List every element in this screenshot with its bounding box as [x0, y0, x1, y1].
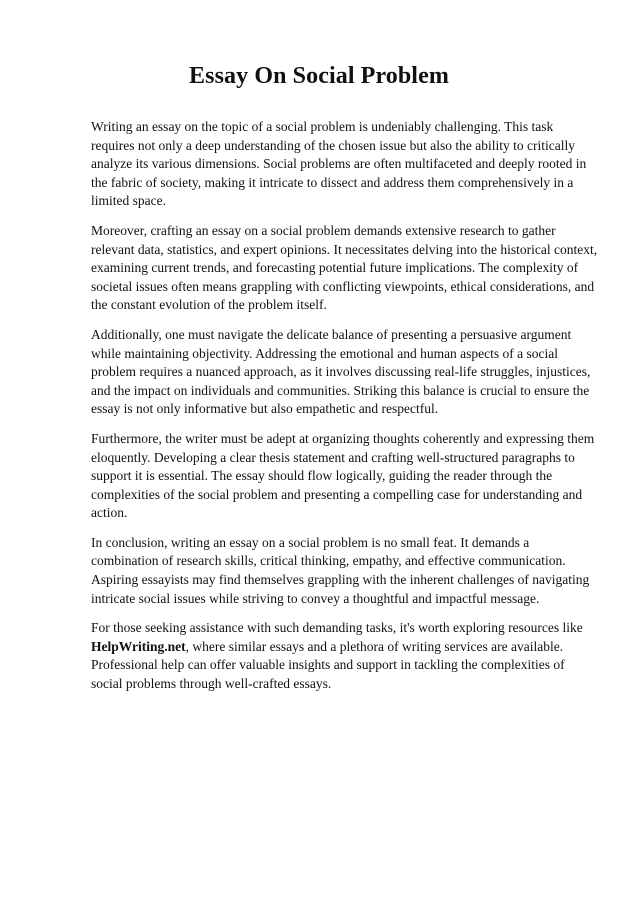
- closing-text-before: For those seeking assistance with such demanding tasks, it's worth exploring resources like: [91, 620, 583, 636]
- paragraph-closing: [91, 619, 598, 693]
- closing-text-after: , where similar essays and a plethora of writing services are available. Professional help can offer valuable insights and support in tackling the complexities of social problems through well-crafted essays.: [91, 638, 565, 692]
- paragraph-research: Moreover, crafting an essay on a social problem demands extensive research to gather relevant data, statistics, and expert opinions. It necessitates delving into the historical context, examining current trends, and forecasting potential future implications. The complexity of societal issues often means grappling with conflicting viewpoints, ethical considerations, and the constant evolution of the problem itself.: [91, 222, 598, 313]
- paragraph-intro: Writing an essay on the topic of a social problem is undeniably challenging. This task requires not only a deep understanding of the chosen issue but also the ability to critically analyze its various dimensions. Social problems are often multifaceted and deeply rooted in the fabric of society, making it intricate to dissect and address them comprehensively in a limited space.: [91, 119, 587, 209]
- brand-name: HelpWriting.net: [91, 638, 186, 654]
- paragraph-organization: Furthermore, the writer must be adept at organizing thoughts coherently and expressing them eloquently. Developing a clear thesis statement and crafting well-structured paragraphs to support it is essential. The essay should flow logically, guiding the reader through the complexities of the social problem and presenting a compelling case for understanding and action.: [91, 430, 595, 521]
- document-title: Essay On Social Problem: [189, 63, 449, 89]
- paragraph-balance: Additionally, one must navigate the delicate balance of presenting a persuasive argument while maintaining objectivity. Addressing the emotional and human aspects of a social problem requires a nuanced approach, as it involves discussing real-life struggles, injustices, and the impact on individuals and communities. Striking this balance is crucial to ensure the essay is not only informative but also empathetic and respectful.: [91, 326, 591, 417]
- paragraph-conclusion: In conclusion, writing an essay on a social problem is no small feat. It demands a combination of research skills, critical thinking, empathy, and effective communication. Aspiring essayists may find themselves grappling with the inherent challenges of navigating intricate social issues while striving to convey a thoughtful and impactful message.: [91, 534, 590, 606]
